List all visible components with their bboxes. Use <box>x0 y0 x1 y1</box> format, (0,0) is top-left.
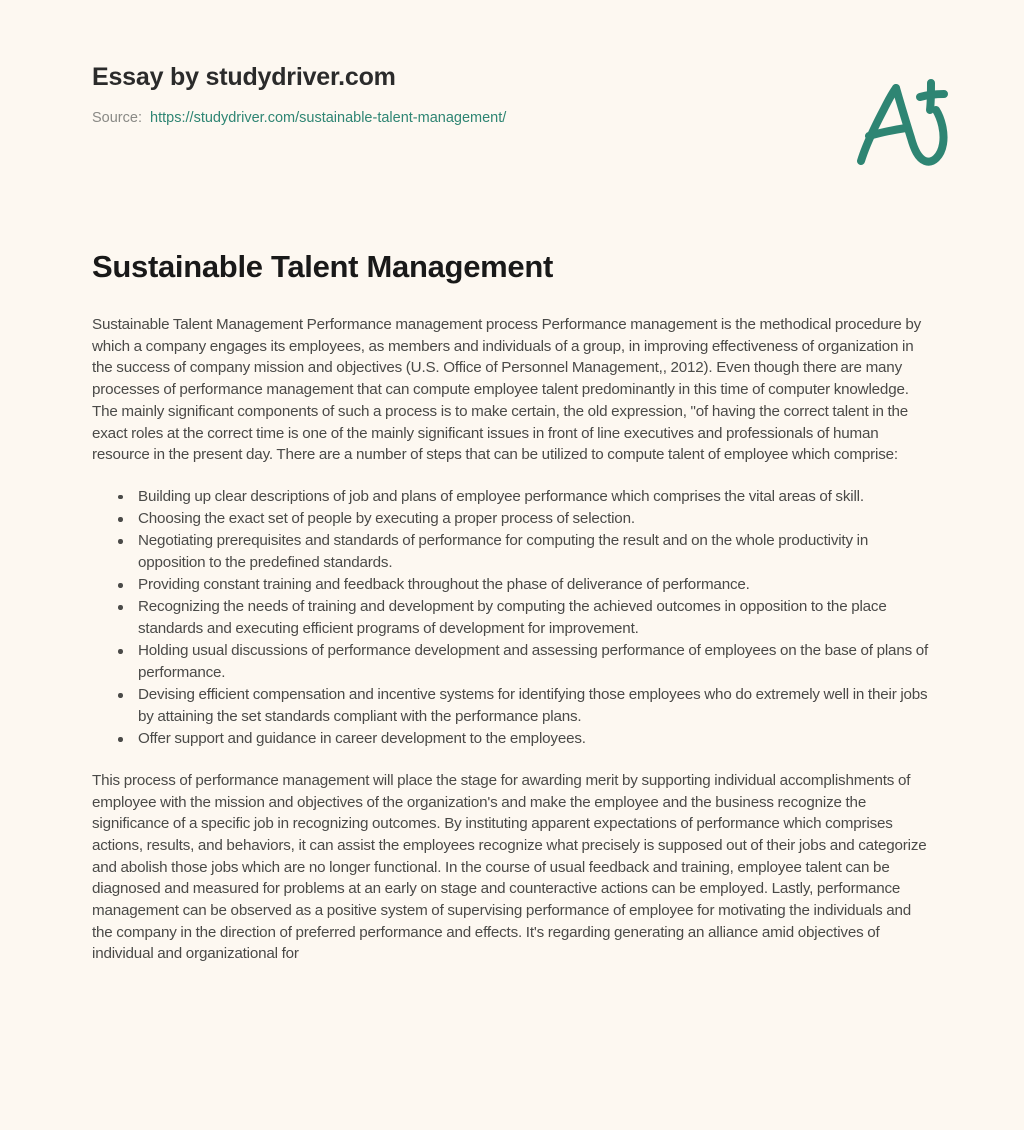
page-title: Sustainable Talent Management <box>92 249 553 284</box>
list-item: Holding usual discussions of performance development and assessing performance of employees on the base of plans of performance. <box>138 640 934 683</box>
list-item: Devising efficient compensation and incentive systems for identifying those employees who do extremely well in their jobs by attaining the set standards compliant with the performance plans. <box>138 684 934 727</box>
header-text-block <box>92 62 792 128</box>
steps-list <box>92 486 934 750</box>
source-line <box>92 108 792 128</box>
intro-paragraph: Sustainable Talent Management Performance management process Performance management is the methodical procedure by which a company engages its employees, as members and individuals of a group, in improving effectiveness of organization in the success of company mission and objectives (U.S. Office of Personnel Management,, 2012). Even though there are many processes of performance management that can compute employee talent predominantly in this time of computer knowledge. The mainly significant components of such a process is to make certain, the old expression, "of having the correct talent in the exact roles at the correct time is one of the mainly significant issues in front of line executives and professionals of human resource in the present day. There are a number of steps that can be utilized to compute talent of employee which comprise: <box>92 316 922 464</box>
list-item: Building up clear descriptions of job and plans of employee performance which comprises the vital areas of skill. <box>138 486 934 508</box>
document-body <box>92 248 934 965</box>
list-item: Negotiating prerequisites and standards of performance for computing the result and on the whole productivity in opposition to the predefined standards. <box>138 530 934 573</box>
list-item: Providing constant training and feedback throughout the phase of deliverance of performance. <box>138 574 934 596</box>
list-item: Recognizing the needs of training and development by computing the achieved outcomes in opposition to the place standards and executing efficient programs of development for improvement. <box>138 596 934 639</box>
closing-paragraph: This process of performance management will place the stage for awarding merit by supporting individual accomplishments of employee with the mission and objectives of the organization's and make the employee and the business recognize the significance of a specific job in recognizing outcomes. By instituting apparent expectations of performance which comprises actions, results, and behaviors, it can assist the employees recognize what precisely is supposed out of their jobs and categorize and abolish those jobs which are no longer functional. In the course of usual feedback and training, employee talent can be diagnosed and measured for problems at an early on stage and counteractive actions can be employed. Lastly, performance management can be observed as a positive system of supervising performance of employee for motivating the individuals and the company in the direction of preferred performance and effects. It's regarding generating an alliance amid objectives of individual and organizational for <box>92 771 927 963</box>
source-label: Source: <box>92 110 142 126</box>
source-url-link[interactable]: https://studydriver.com/sustainable-talent-management/ <box>150 110 507 126</box>
a-plus-logo-icon <box>848 72 958 172</box>
list-item: Choosing the exact set of people by executing a proper process of selection. <box>138 508 934 530</box>
essay-by-heading: Essay by studydriver.com <box>92 63 396 91</box>
page-header <box>0 0 1024 200</box>
studydriver-logo[interactable] <box>848 72 958 172</box>
list-item: Offer support and guidance in career development to the employees. <box>138 728 934 750</box>
